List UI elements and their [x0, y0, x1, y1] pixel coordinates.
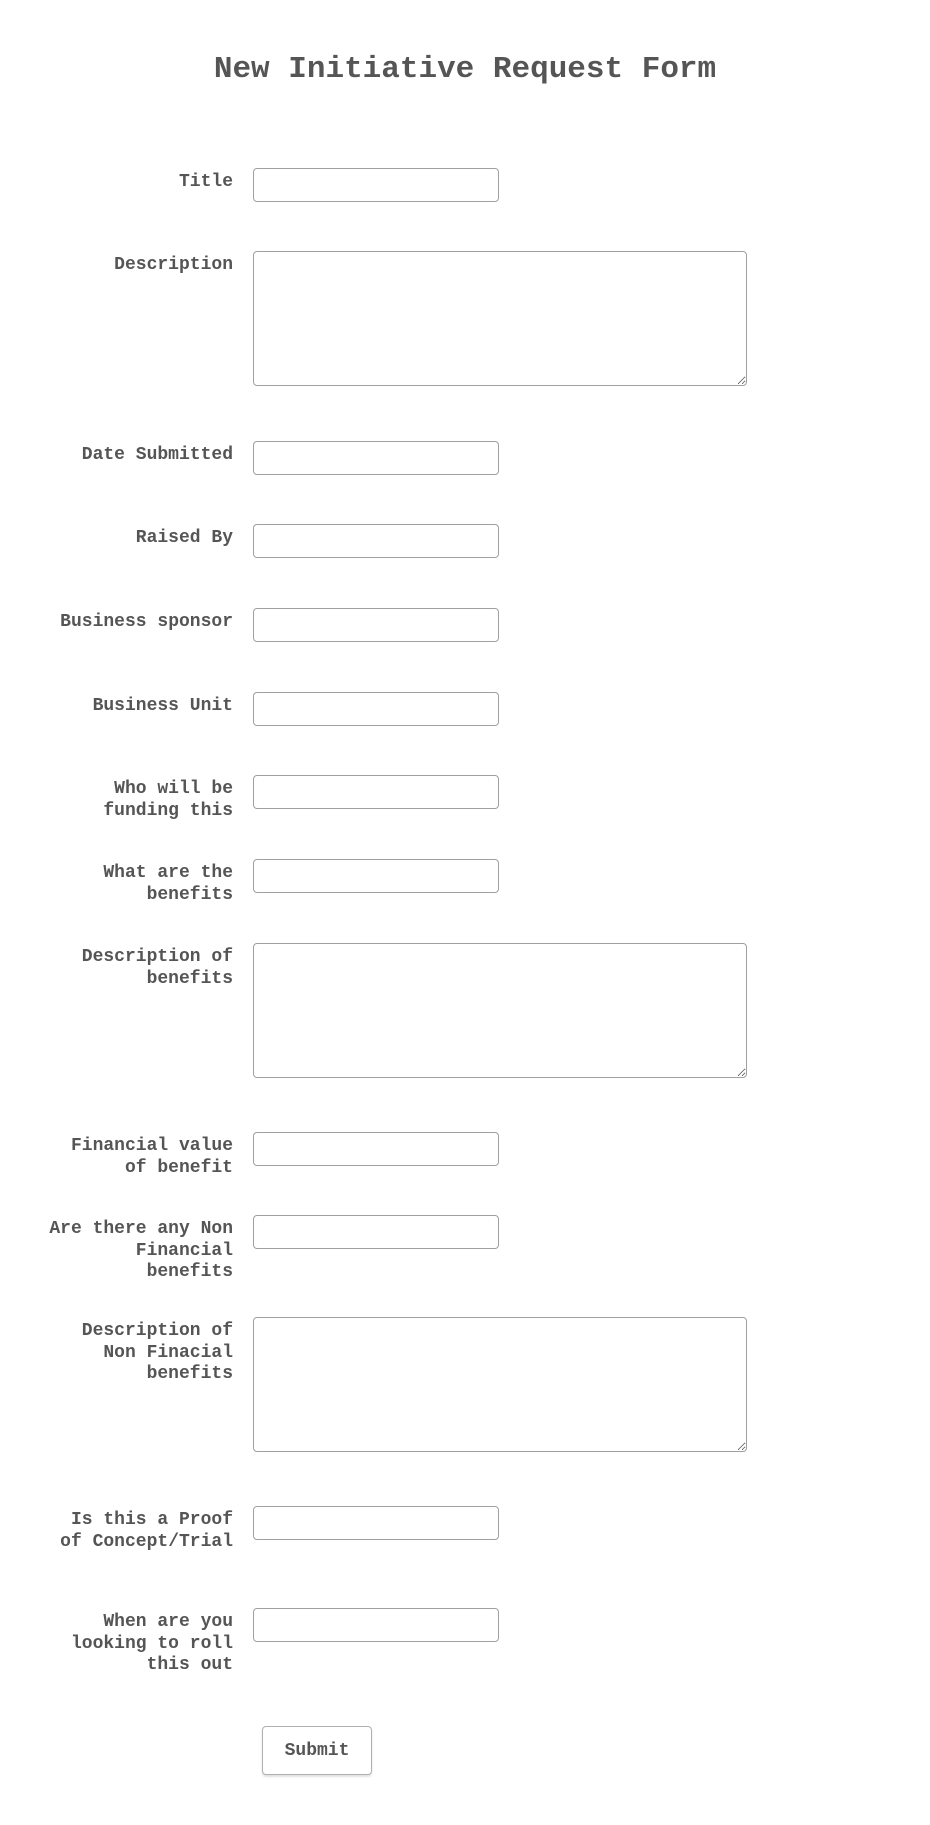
date-submitted-input[interactable]	[253, 441, 499, 475]
business-unit-label: Business Unit	[92, 696, 233, 716]
funding-label: Who will be funding this	[103, 779, 233, 821]
business-unit-input[interactable]	[253, 692, 499, 726]
non-financial-description-label: Description of Non Finacial benefits	[81, 1321, 233, 1384]
non-financial-description-textarea[interactable]	[253, 1317, 747, 1452]
raised-by-input[interactable]	[253, 524, 499, 558]
date-submitted-label: Date Submitted	[81, 445, 233, 465]
benefits-description-textarea[interactable]	[253, 943, 747, 1078]
page-title: New Initiative Request Form	[213, 52, 717, 87]
title-label: Title	[178, 172, 233, 192]
benefits-label: What are the benefits	[103, 863, 233, 905]
benefits-description-label: Description of benefits	[81, 947, 233, 989]
business-sponsor-input[interactable]	[253, 608, 499, 642]
non-financial-benefits-label: Are there any Non Financial benefits	[49, 1219, 233, 1282]
submit-button[interactable]: Submit	[262, 1726, 372, 1775]
non-financial-benefits-input[interactable]	[253, 1215, 499, 1249]
funding-input[interactable]	[253, 775, 499, 809]
description-label: Description	[114, 255, 233, 275]
description-textarea[interactable]	[253, 251, 747, 386]
rollout-date-label: When are you looking to roll this out	[70, 1612, 233, 1675]
title-input[interactable]	[253, 168, 499, 202]
benefits-input[interactable]	[253, 859, 499, 893]
proof-of-concept-input[interactable]	[253, 1506, 499, 1540]
raised-by-label: Raised By	[135, 528, 233, 548]
proof-of-concept-label: Is this a Proof of Concept/Trial	[60, 1510, 233, 1552]
rollout-date-input[interactable]	[253, 1608, 499, 1642]
financial-value-label: Financial value of benefit	[70, 1136, 233, 1178]
business-sponsor-label: Business sponsor	[60, 612, 233, 632]
financial-value-input[interactable]	[253, 1132, 499, 1166]
